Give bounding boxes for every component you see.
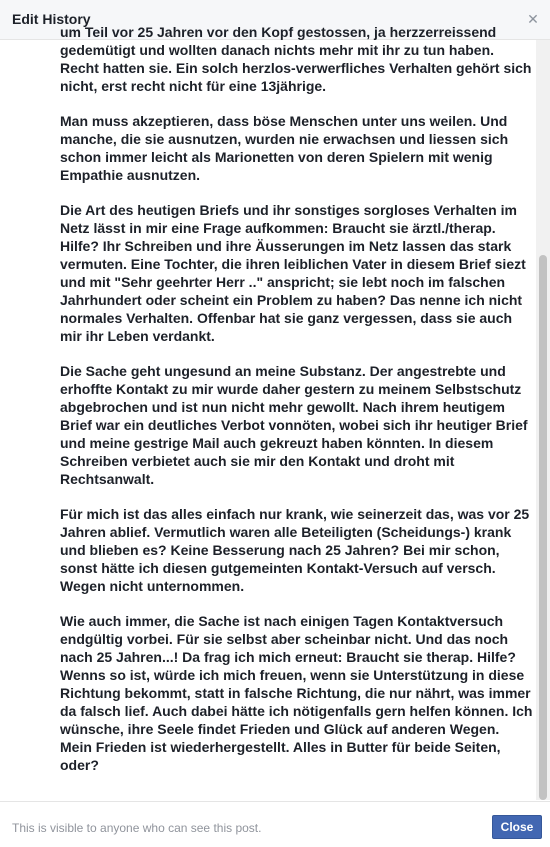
paragraph: Man muss akzeptieren, dass böse Menschen unter uns weilen. Und manche, die sie ausnutzen, wurden nie erwachsen und liessen sich schon immer leicht als Marionetten von deren Spielern mit wenig Empathie ausnutzen. [60, 113, 509, 183]
paragraph: Die Sache geht ungesund an meine Substanz. Der angestrebte und erhoffte Kontakt zu mir wurde daher gestern zu meinem Selbstschutz abgebrochen und ist nun nicht mehr gewollt. Nach ihrem heutigem Brief war ein deutliches Verbot vonnöten, wobei sich ihr heutiger Brief und meine gestrige Mail auch gekreuzt haben könnten. In diesem Schreiben verbietet auch sie mir den Kontakt und droht mit Rechtsanwalt. [60, 363, 528, 487]
paragraph: Wie auch immer, die Sache ist nach einigen Tagen Kontaktversuch endgültig vorbei. Für sie selbst aber scheinbar nicht. Und das noch nach 25 Jahren...! Da frag ich mich erneut: Braucht sie therap. Hilfe? Wenns so ist, würde ich mich freuen, wenn sie Unterstützung in diese Richtung bekommt, statt in falsche Richtung, die nur nährt, was immer da falsch lief. Auch dabei hätte ich nötigenfalls gern helfen können. Ich wünsche, ihre Seele findet Frieden und Glück auf anderen Wegen. Mein Frieden ist wiederhergestellt. Alles in Butter für beide Seiten, oder? [60, 613, 533, 773]
visibility-note: This is visible to anyone who can see this post. [12, 821, 262, 835]
post-text [60, 23, 534, 791]
scrollbar-thumb[interactable] [539, 255, 547, 800]
paragraph: Die Art des heutigen Briefs und ihr sonstiges sorgloses Verhalten im Netz lässt in mir eine Frage aufkommen: Braucht sie ärztl./therap. Hilfe? Ihr Schreiben und ihre Äusserungen im Netz lassen das stark vermuten. Eine Tochter, die ihren leiblichen Vater in diesem Brief siezt und mit "Sehr geehrter Herr .." anspricht; sie lebt noch im falschen Jahrhundert oder scheint ein Problem zu haben? Das nenne ich nicht normales Verhalten. Offenbar hat sie ganz vergessen, dass sie auch mir ihr Leben verdankt. [60, 202, 526, 344]
dialog-title: Edit History [12, 11, 91, 27]
vertical-scrollbar[interactable] [536, 40, 550, 800]
edit-history-content[interactable] [0, 24, 536, 800]
close-icon[interactable]: ✕ [527, 11, 539, 27]
paragraph: um Teil vor 25 Jahren vor den Kopf gestossen, ja herzzerreissend gedemütigt und wollten danach nichts mehr mit ihr zu tun haben. Recht hatten sie. Ein solch herzlos-verwerfliches Verhalten gehört sich nicht, erst recht nicht für eine 13jährige. [60, 24, 532, 94]
paragraph: Für mich ist das alles einfach nur krank, wie seinerzeit das, was vor 25 Jahren ablief. Vermutlich waren alle Beteiligten (Scheidungs-) krank und blieben es? Keine Besserung nach 25 Jahren? Bei mir schon, sonst hätte ich diesen gutgemeinten Kontakt-Versuch auf versch. Wegen nicht unternommen. [60, 506, 530, 594]
close-button[interactable]: Close [492, 815, 542, 839]
dialog-footer [0, 801, 550, 847]
